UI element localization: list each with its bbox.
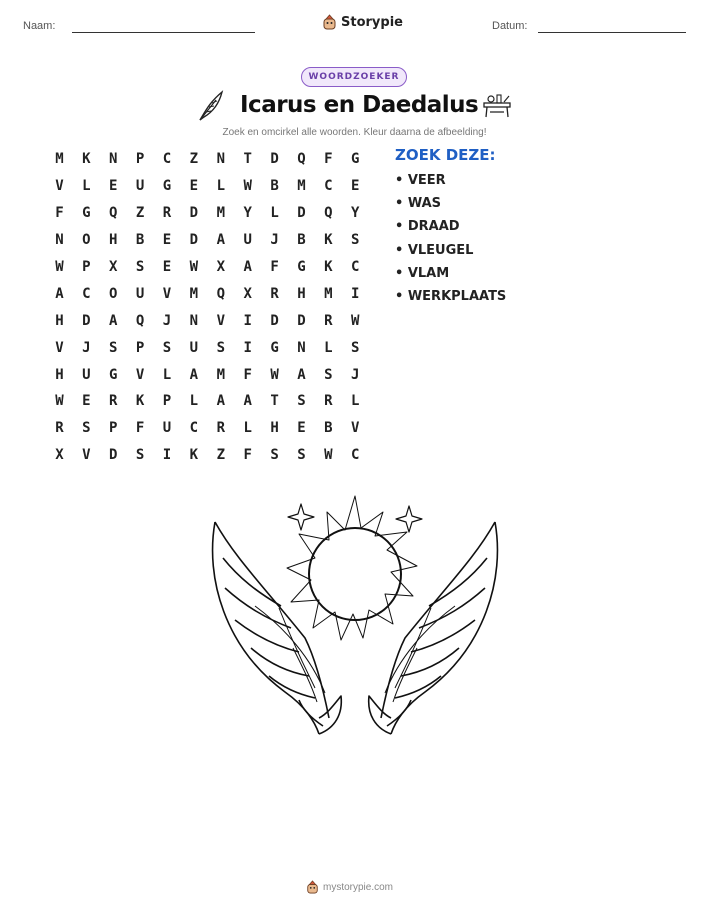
grid-letter[interactable]: L — [216, 178, 225, 195]
grid-letter[interactable]: M — [216, 205, 225, 222]
grid-letter[interactable]: A — [109, 312, 118, 329]
grid-letter[interactable]: V — [55, 178, 64, 195]
grid-letter[interactable]: S — [135, 259, 145, 275]
grid-letter[interactable]: S — [109, 339, 118, 356]
footer — [306, 880, 393, 894]
grid-letter[interactable]: V — [135, 366, 145, 383]
storypie-logo-icon — [306, 880, 319, 894]
grid-letter[interactable]: W — [351, 312, 360, 329]
grid-letter[interactable]: X — [109, 259, 118, 275]
grid-letter[interactable]: R — [216, 420, 225, 437]
word-item: • VLAM — [395, 265, 450, 281]
grid-letter[interactable]: G — [351, 151, 360, 168]
grid-letter[interactable]: G — [162, 178, 172, 195]
grid-letter[interactable]: G — [109, 366, 118, 383]
grid-letter[interactable]: X — [243, 285, 252, 302]
grid-letter[interactable]: Y — [243, 205, 252, 222]
grid-letter[interactable]: C — [351, 447, 360, 464]
grid-letter[interactable]: D — [109, 447, 118, 464]
grid-letter[interactable]: D — [189, 205, 199, 222]
grid-letter[interactable]: I — [243, 339, 252, 356]
grid-letter[interactable]: U — [135, 285, 145, 302]
grid-letter[interactable]: V — [55, 339, 64, 356]
grid-letter[interactable]: A — [55, 285, 64, 302]
grid-letter[interactable]: K — [189, 447, 199, 464]
grid-letter[interactable]: D — [82, 312, 91, 329]
grid-letter[interactable]: M — [324, 285, 333, 302]
grid-letter[interactable]: S — [82, 420, 91, 437]
grid-letter[interactable]: S — [216, 339, 225, 356]
grid-letter[interactable]: J — [82, 339, 91, 356]
grid-letter[interactable]: A — [216, 232, 225, 249]
grid-letter[interactable]: R — [324, 312, 333, 329]
grid-letter[interactable]: Z — [189, 151, 199, 168]
grid-letter[interactable]: O — [109, 285, 118, 302]
grid-letter[interactable]: J — [351, 366, 360, 383]
grid-letter[interactable]: H — [270, 420, 279, 437]
grid-letter[interactable]: M — [189, 285, 199, 302]
grid-letter[interactable]: D — [189, 232, 199, 249]
grid-letter[interactable]: R — [55, 420, 64, 437]
grid-letter[interactable]: A — [189, 366, 199, 383]
instructions-text: Zoek en omcirkel alle woorden. Kleur daarna de afbeelding! — [222, 127, 487, 138]
grid-letter[interactable]: Q — [135, 312, 145, 329]
grid-letter[interactable]: E — [189, 178, 199, 195]
grid-letter[interactable]: A — [243, 393, 252, 410]
grid-letter[interactable]: G — [270, 339, 279, 356]
grid-letter[interactable]: D — [270, 151, 279, 168]
grid-letter[interactable]: H — [297, 285, 306, 302]
grid-letter[interactable]: K — [324, 232, 333, 249]
grid-letter[interactable]: S — [162, 339, 172, 356]
word-list — [395, 172, 506, 311]
word-item: • VEER — [395, 173, 446, 188]
grid-letter[interactable]: F — [135, 420, 145, 437]
grid-letter[interactable]: W — [270, 366, 279, 383]
winged-sun-illustration — [195, 488, 515, 758]
grid-letter[interactable]: R — [270, 285, 279, 302]
name-line[interactable] — [72, 32, 255, 33]
grid-letter[interactable]: N — [189, 312, 199, 329]
grid-letter[interactable]: A — [243, 259, 252, 275]
word-item: • VLEUGEL — [395, 242, 474, 258]
grid-letter[interactable]: Z — [216, 447, 225, 464]
grid-letter[interactable]: S — [270, 447, 279, 464]
grid-letter[interactable]: V — [162, 285, 172, 302]
grid-letter[interactable]: S — [351, 232, 360, 249]
grid-letter[interactable]: V — [216, 312, 225, 329]
grid-letter[interactable]: N — [109, 151, 118, 168]
grid-letter[interactable]: N — [216, 151, 225, 168]
brand-name: Storypie — [341, 14, 403, 30]
grid-letter[interactable]: N — [297, 339, 306, 356]
grid-letter[interactable]: W — [243, 178, 252, 195]
grid-letter[interactable]: Z — [135, 205, 145, 222]
puzzle-type-badge: WOORDZOEKER — [301, 67, 407, 87]
grid-letter[interactable]: S — [324, 366, 333, 383]
grid-letter[interactable]: T — [243, 151, 252, 168]
grid-letter[interactable]: U — [189, 339, 199, 356]
grid-letter[interactable]: D — [270, 312, 279, 329]
grid-letter[interactable]: B — [297, 232, 306, 249]
grid-letter[interactable]: Y — [351, 205, 360, 222]
grid-letter[interactable]: H — [109, 232, 118, 249]
letter-grid — [46, 146, 369, 469]
grid-letter[interactable]: F — [270, 259, 279, 275]
grid-letter[interactable]: E — [297, 420, 306, 437]
word-item: • DRAAD — [395, 219, 460, 235]
grid-letter[interactable]: X — [216, 259, 225, 275]
grid-letter[interactable]: L — [162, 366, 172, 383]
grid-letter[interactable]: M — [297, 178, 306, 195]
grid-letter[interactable]: U — [162, 420, 172, 437]
grid-letter[interactable]: B — [135, 232, 145, 249]
grid-letter[interactable]: W — [55, 259, 64, 275]
grid-letter[interactable]: E — [162, 259, 172, 275]
grid-letter[interactable]: F — [55, 205, 64, 222]
grid-letter[interactable]: M — [216, 366, 225, 383]
page-title: Icarus en Daedalus — [240, 92, 479, 118]
date-label: Datum: — [492, 20, 528, 32]
grid-letter[interactable]: M — [55, 151, 64, 168]
grid-letter[interactable]: C — [162, 151, 172, 168]
grid-letter[interactable]: R — [162, 205, 172, 222]
grid-letter[interactable]: E — [162, 232, 172, 249]
grid-letter[interactable]: R — [109, 393, 118, 410]
word-item: • WERKPLAATS — [395, 288, 507, 304]
grid-letter[interactable]: E — [351, 178, 360, 195]
grid-letter[interactable]: K — [82, 151, 91, 168]
grid-letter[interactable]: D — [297, 205, 306, 222]
grid-letter[interactable]: J — [162, 312, 172, 329]
grid-letter[interactable]: P — [82, 259, 91, 275]
grid-letter[interactable]: J — [270, 232, 279, 249]
grid-letter[interactable]: B — [270, 178, 279, 195]
grid-letter[interactable]: Q — [216, 285, 225, 302]
word-item: • WAS — [395, 196, 442, 212]
grid-letter[interactable]: G — [82, 205, 91, 222]
grid-letter[interactable]: X — [55, 447, 64, 464]
grid-letter[interactable]: C — [324, 178, 333, 195]
grid-letter[interactable]: L — [189, 393, 199, 410]
grid-letter[interactable]: C — [189, 420, 199, 437]
brand — [322, 14, 403, 30]
grid-letter[interactable]: W — [189, 259, 199, 275]
grid-letter[interactable]: F — [243, 366, 252, 383]
grid-letter[interactable]: C — [82, 285, 91, 302]
workbench-icon — [481, 92, 513, 118]
grid-letter[interactable]: V — [351, 420, 360, 437]
feather-icon — [196, 90, 226, 122]
grid-letter[interactable]: H — [55, 366, 64, 383]
grid-letter[interactable]: I — [243, 312, 252, 329]
grid-letter[interactable]: L — [243, 420, 252, 437]
grid-letter[interactable]: P — [162, 393, 172, 410]
grid-letter[interactable]: P — [109, 420, 118, 437]
grid-letter[interactable]: U — [82, 366, 91, 383]
grid-letter[interactable]: Q — [324, 205, 333, 222]
grid-letter[interactable]: P — [135, 339, 145, 356]
grid-letter[interactable]: L — [270, 205, 279, 222]
grid-letter[interactable]: V — [82, 447, 91, 464]
grid-letter[interactable]: N — [55, 232, 64, 249]
grid-letter[interactable]: Q — [109, 205, 118, 222]
grid-letter[interactable]: A — [297, 366, 306, 383]
grid-letter[interactable]: P — [135, 151, 145, 168]
grid-letter[interactable]: K — [135, 393, 145, 410]
grid-letter[interactable]: D — [297, 312, 306, 329]
date-line[interactable] — [538, 32, 686, 33]
grid-letter[interactable]: S — [351, 339, 360, 356]
word-list-title: ZOEK DEZE: — [395, 146, 496, 164]
grid-letter[interactable]: S — [297, 447, 306, 464]
grid-letter[interactable]: W — [55, 393, 64, 410]
grid-letter[interactable]: C — [351, 259, 360, 275]
grid-letter[interactable]: R — [324, 393, 333, 410]
grid-letter[interactable]: L — [351, 393, 360, 410]
grid-letter[interactable]: L — [324, 339, 333, 356]
grid-letter[interactable]: K — [324, 259, 333, 275]
grid-letter[interactable]: S — [135, 447, 145, 464]
grid-letter[interactable]: T — [270, 393, 279, 410]
name-label: Naam: — [23, 20, 56, 32]
grid-letter[interactable]: F — [324, 151, 333, 168]
grid-letter[interactable]: U — [135, 178, 145, 195]
grid-letter[interactable]: W — [324, 447, 333, 464]
grid-letter[interactable]: O — [82, 232, 91, 249]
grid-letter[interactable]: S — [297, 393, 306, 410]
grid-letter[interactable]: E — [82, 393, 91, 410]
instructions — [0, 127, 709, 138]
grid-letter[interactable]: H — [55, 312, 64, 329]
grid-letter[interactable]: F — [243, 447, 252, 464]
footer-url[interactable]: mystorypie.com — [323, 881, 394, 893]
grid-letter[interactable]: U — [243, 232, 252, 249]
grid-letter[interactable]: I — [351, 285, 360, 302]
grid-letter[interactable]: E — [109, 178, 118, 195]
grid-letter[interactable]: I — [162, 447, 172, 464]
grid-letter[interactable]: Q — [297, 151, 306, 168]
grid-letter[interactable]: B — [324, 420, 333, 437]
grid-letter[interactable]: L — [82, 178, 91, 195]
storypie-logo-icon — [322, 14, 337, 30]
grid-letter[interactable]: G — [297, 259, 306, 275]
grid-letter[interactable]: A — [216, 393, 225, 410]
